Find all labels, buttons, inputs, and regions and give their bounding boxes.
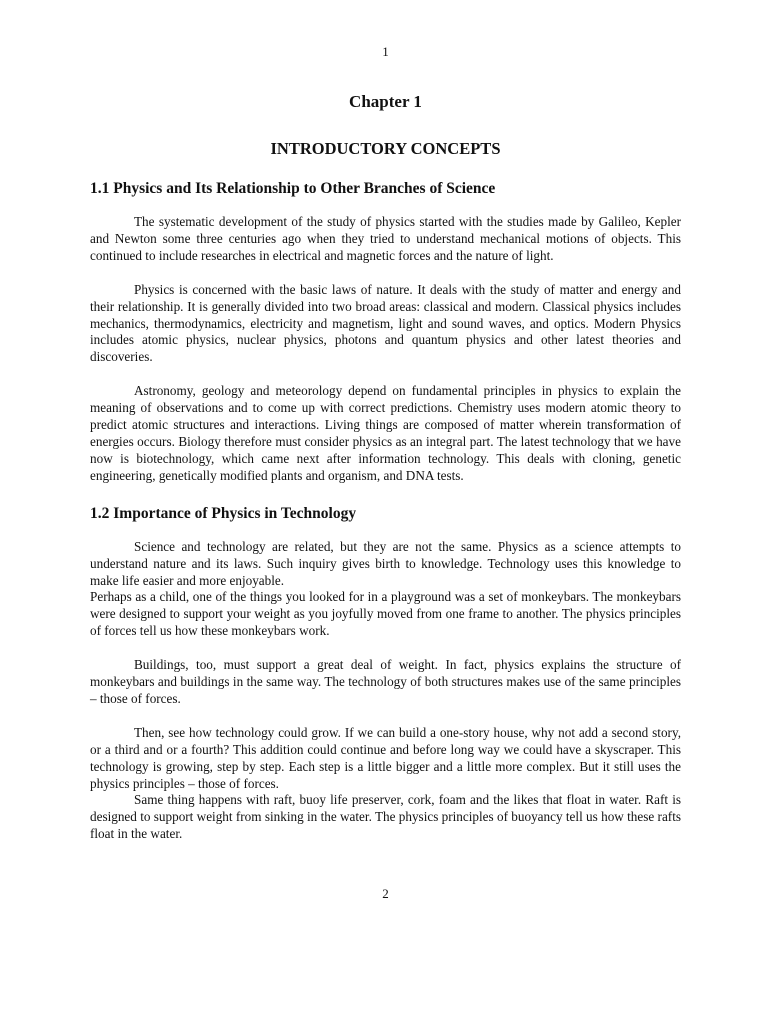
section-heading-1-1: 1.1 Physics and Its Relationship to Other Branches of Science bbox=[90, 180, 496, 197]
page-number-bottom: 2 bbox=[382, 886, 389, 901]
paragraph-1-1-c: Astronomy, geology and meteorology depend on fundamental principles in physics to explain the meaning of observations and to come up with correct predictions. Chemistry uses modern atomic theory to predict atomic structures and interactions. Living things are composed of matter wherein transformation of energies occurs. Biology therefore must consider physics as an integral part. The latest technology that we have now is biotechnology, which came next after information technology. This deals with cloning, genetic engineering, genetically modified plants and organism, and DNA tests. bbox=[90, 383, 681, 483]
page-number-top: 1 bbox=[382, 44, 389, 59]
chapter-title: Chapter 1 bbox=[349, 92, 422, 111]
paragraph-1-1-a: The systematic development of the study of physics started with the studies made by Galileo, Kepler and Newton some three centuries ago when they tried to understand mechanical motions of objects. This continued to include researches in electrical and magnetic forces and the nature of light. bbox=[90, 214, 681, 263]
paragraph-1-1-b: Physics is concerned with the basic laws of nature. It deals with the study of matter and energy and their relationship. It is generally divided into two broad areas: classical and modern. Classical physics includes mechanics, thermodynamics, electricity and magnetism, light and sound waves, and optics. Modern Physics includes atomic physics, nuclear physics, photons and quantum physics and other latest theories and discoveries. bbox=[90, 281, 681, 365]
paragraph-1-2-d: Then, see how technology could grow. If we can build a one-story house, why not add a second story, or a third and or a fourth? This addition could continue and before long way we could have a skyscraper. This technology is growing, step by step. Each step is a little bigger and a little more complex. But it still uses the physics principles – those of forces. bbox=[90, 724, 681, 791]
document-body bbox=[90, 178, 681, 843]
section-heading-1-2: 1.2 Importance of Physics in Technology bbox=[90, 504, 357, 522]
document-page bbox=[90, 0, 681, 1024]
chapter-subtitle: INTRODUCTORY CONCEPTS bbox=[270, 139, 501, 158]
paragraph-1-2-a: Science and technology are related, but they are not the same. Physics as a science attempts to understand nature and its laws. Such inquiry gives birth to knowledge. Technology uses this knowledge to make life easier and more enjoyable. bbox=[90, 538, 681, 588]
paragraph-1-2-e: Same thing happens with raft, buoy life preserver, cork, foam and the likes that float in water. Raft is designed to support weight from sinking in the water. The physics principles of buoyancy tell us how these rafts float in the water. bbox=[90, 792, 681, 842]
paragraph-1-2-b: Perhaps as a child, one of the things you looked for in a playground was a set of monkeybars. The monkeybars were designed to support your weight as you joyfully moved from one frame to another. The physics principles of forces tell us how these monkeybars work. bbox=[90, 589, 681, 639]
paragraph-1-2-c: Buildings, too, must support a great deal of weight. In fact, physics explains the structure of monkeybars and buildings in the same way. The technology of both structures makes use of the same principles – those of forces. bbox=[90, 657, 681, 706]
